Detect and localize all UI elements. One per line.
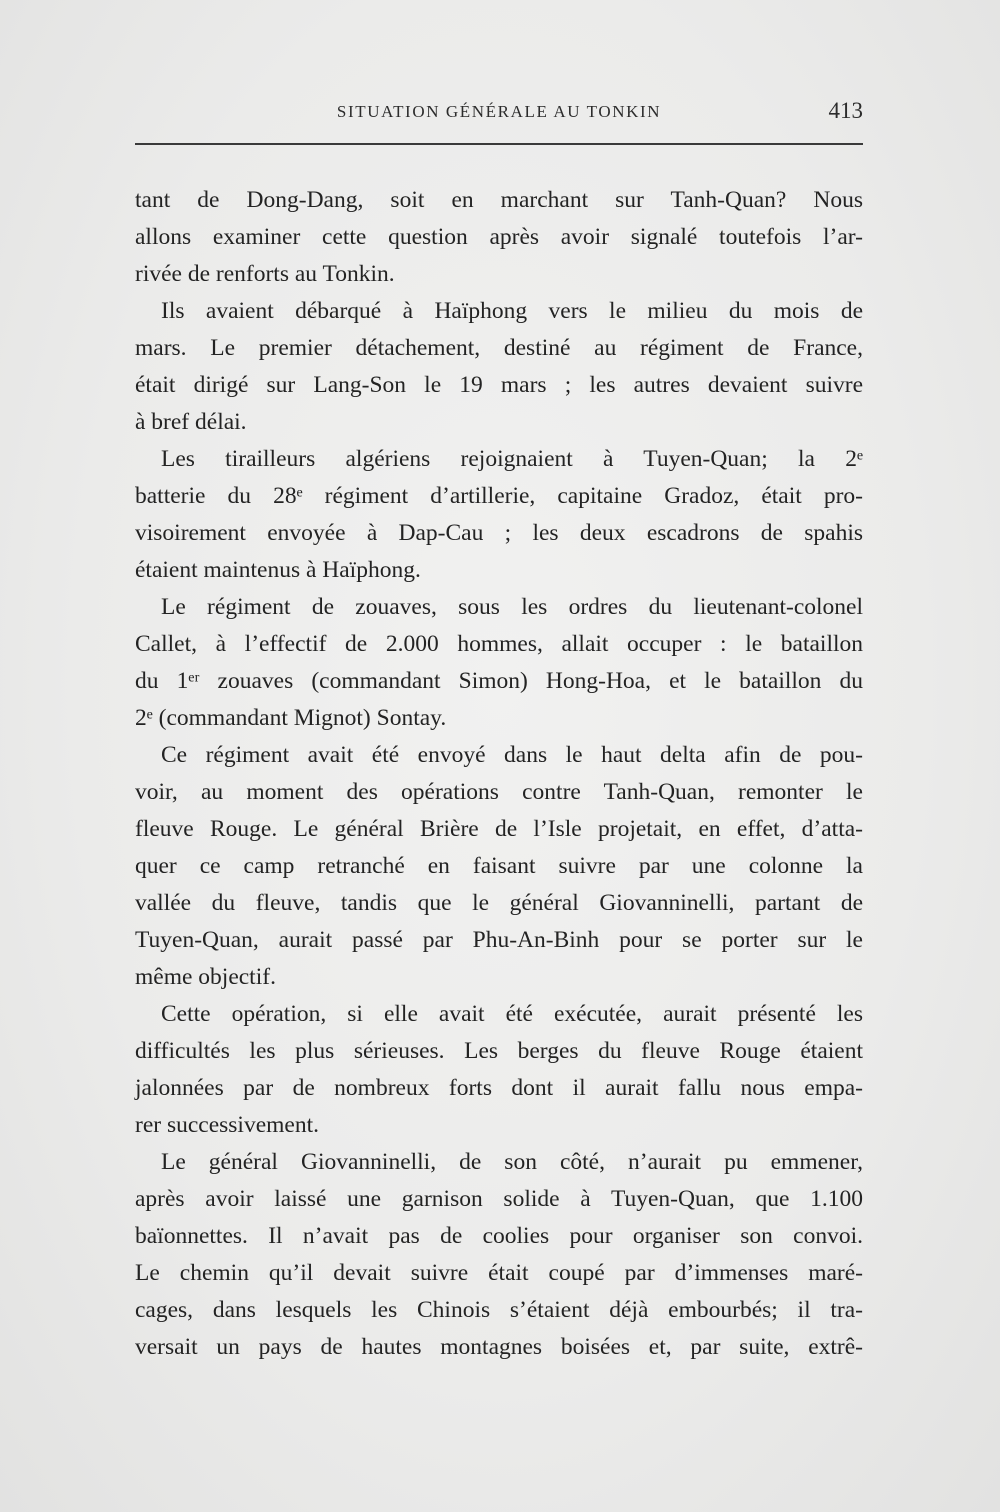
text-line: Le chemin qu’il devait suivre était coupé par d’immenses maré- — [135, 1260, 863, 1286]
text-line: vallée du fleuve, tandis que le général Giovanninelli, partant de — [135, 890, 863, 916]
text-line: cages, dans lesquels les Chinois s’étaient déjà embourbés; il tra- — [135, 1297, 863, 1323]
text-line: Le général Giovanninelli, de son côté, n’aurait pu emmener, — [161, 1149, 863, 1175]
text-line: Le régiment de zouaves, sous les ordres du lieutenant-colonel — [161, 594, 863, 620]
text-line: jalonnées par de nombreux forts dont il aurait fallu nous empa- — [135, 1075, 863, 1101]
text-line: rivée de renforts au Tonkin. — [135, 261, 395, 287]
text-line: Ce régiment avait été envoyé dans le haut delta afin de pou- — [161, 742, 863, 768]
text-line: Callet, à l’effectif de 2.000 hommes, allait occuper : le bataillon — [135, 631, 863, 657]
text-line: Ils avaient débarqué à Haïphong vers le milieu du mois de — [161, 298, 863, 324]
running-title: SITUATION GÉNÉRALE AU TONKIN — [336, 102, 662, 121]
text-line: même objectif. — [135, 964, 276, 990]
text-line: versait un pays de hautes montagnes boisées et, par suite, extrê- — [135, 1334, 863, 1360]
text-line: difficultés les plus sérieuses. Les berges du fleuve Rouge étaient — [135, 1038, 863, 1064]
text-line: Les tirailleurs algériens rejoignaient à Tuyen-Quan; la 2ᵉ — [161, 446, 863, 472]
text-line: quer ce camp retranché en faisant suivre par une colonne la — [135, 853, 863, 879]
body-text — [135, 182, 863, 1366]
header-rule — [135, 143, 863, 145]
text-line: allons examiner cette question après avoir signalé toutefois l’ar- — [135, 224, 863, 250]
text-line: baïonnettes. Il n’avait pas de coolies pour organiser son convoi. — [135, 1223, 863, 1249]
text-line: tant de Dong-Dang, soit en marchant sur Tanh-Quan? Nous — [135, 187, 863, 213]
text-line: 2ᵉ (commandant Mignot) Sontay. — [135, 705, 447, 731]
text-line: rer successivement. — [135, 1112, 320, 1138]
page-number: 413 — [828, 98, 863, 123]
text-line: après avoir laissé une garnison solide à Tuyen-Quan, que 1.100 — [135, 1186, 863, 1212]
text-line: Tuyen-Quan, aurait passé par Phu-An-Binh pour se porter sur le — [135, 927, 863, 953]
text-line: était dirigé sur Lang-Son le 19 mars ; les autres devaient suivre — [135, 372, 863, 398]
text-line: du 1ᵉʳ zouaves (commandant Simon) Hong-Hoa, et le bataillon du — [135, 668, 863, 694]
text-line: mars. Le premier détachement, destiné au régiment de France, — [135, 335, 863, 361]
text-line: à bref délai. — [135, 409, 247, 435]
text-line: visoirement envoyée à Dap-Cau ; les deux escadrons de spahis — [135, 520, 863, 546]
text-line: batterie du 28ᵉ régiment d’artillerie, capitaine Gradoz, était pro- — [135, 483, 863, 509]
text-line: étaient maintenus à Haïphong. — [135, 557, 421, 583]
running-head — [135, 98, 863, 128]
text-line: fleuve Rouge. Le général Brière de l’Isle projetait, en effet, d’atta- — [135, 816, 863, 842]
text-line: Cette opération, si elle avait été exécutée, aurait présenté les — [161, 1001, 863, 1027]
text-line: voir, au moment des opérations contre Tanh-Quan, remonter le — [135, 779, 863, 805]
